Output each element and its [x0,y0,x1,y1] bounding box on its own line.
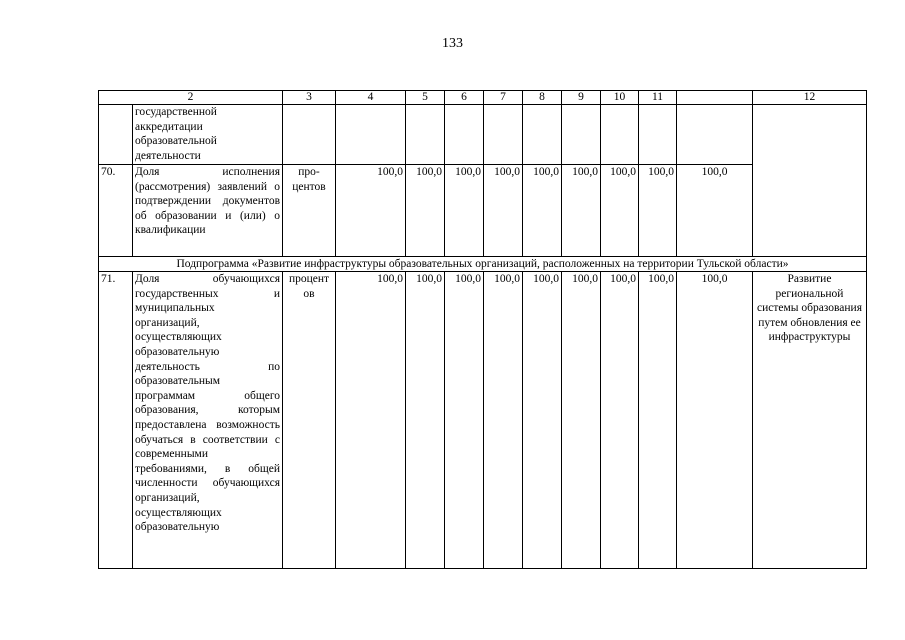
unit-cell: процент ов [283,272,336,569]
value-cell: 100,0 [601,165,639,257]
row-number: 71. [99,272,133,569]
value-cell: 100,0 [523,272,562,569]
indicator-description: Доля обучающихся государственных и муниципальных организаций, осуществляющих образовательную деятельность по образовательным программам общего образования, которым предоставлена возможность обучаться в соответствии с современными требованиями, в общей численности обучающихся организаций, осуществляющих образовательную [133,272,283,569]
header-cell: 12 [753,91,867,105]
value-cell [562,105,601,165]
value-cell: 100,0 [562,272,601,569]
value-cell [677,105,753,165]
header-cell: 3 [283,91,336,105]
unit-cell: про-центов [283,165,336,257]
header-cell: 9 [562,91,601,105]
header-cell [677,91,753,105]
page-number: 133 [442,36,463,51]
value-cell: 100,0 [336,272,406,569]
header-cell: 11 [639,91,677,105]
value-cell [523,105,562,165]
header-cell: 6 [445,91,484,105]
indicator-description: Доля исполнения (рассмотрения) заявлений о подтверждении документов об образовании и (или) о квалификации [133,165,283,257]
value-cell: 100,0 [601,272,639,569]
table-row [99,165,867,257]
header-cell: 4 [336,91,406,105]
value-cell: 100,0 [445,272,484,569]
table-row [99,272,867,569]
value-cell: 100,0 [562,165,601,257]
value-cell: 100,0 [406,272,445,569]
value-cell: 100,0 [445,165,484,257]
value-cell: 100,0 [639,272,677,569]
value-cell: 100,0 [406,165,445,257]
header-cell: 5 [406,91,445,105]
row-number: 70. [99,165,133,257]
indicators-table [98,90,867,569]
continued-row [99,105,867,165]
value-cell: 100,0 [484,165,523,257]
value-cell: 100,0 [677,165,753,257]
value-cell [445,105,484,165]
value-cell: 100,0 [336,165,406,257]
unit-cell [283,105,336,165]
note-cell: Развитие региональной системы образования путем обновления ее инфраструктуры [753,272,867,569]
note-cell [753,105,867,257]
value-cell [406,105,445,165]
header-cell: 2 [99,91,283,105]
value-cell: 100,0 [484,272,523,569]
header-cell: 10 [601,91,639,105]
row-number-cell [99,105,133,165]
header-cell: 8 [523,91,562,105]
value-cell [639,105,677,165]
value-cell: 100,0 [639,165,677,257]
header-cell: 7 [484,91,523,105]
subprogram-title: Подпрограмма «Развитие инфраструктуры образовательных организаций, расположенных на территории Тульской области» [99,257,867,272]
header-row [99,91,867,105]
value-cell [484,105,523,165]
indicator-description: государственной аккредитации образовательной деятельности [133,105,283,165]
value-cell: 100,0 [523,165,562,257]
subprogram-row [99,257,867,272]
value-cell: 100,0 [677,272,753,569]
value-cell [601,105,639,165]
value-cell [336,105,406,165]
